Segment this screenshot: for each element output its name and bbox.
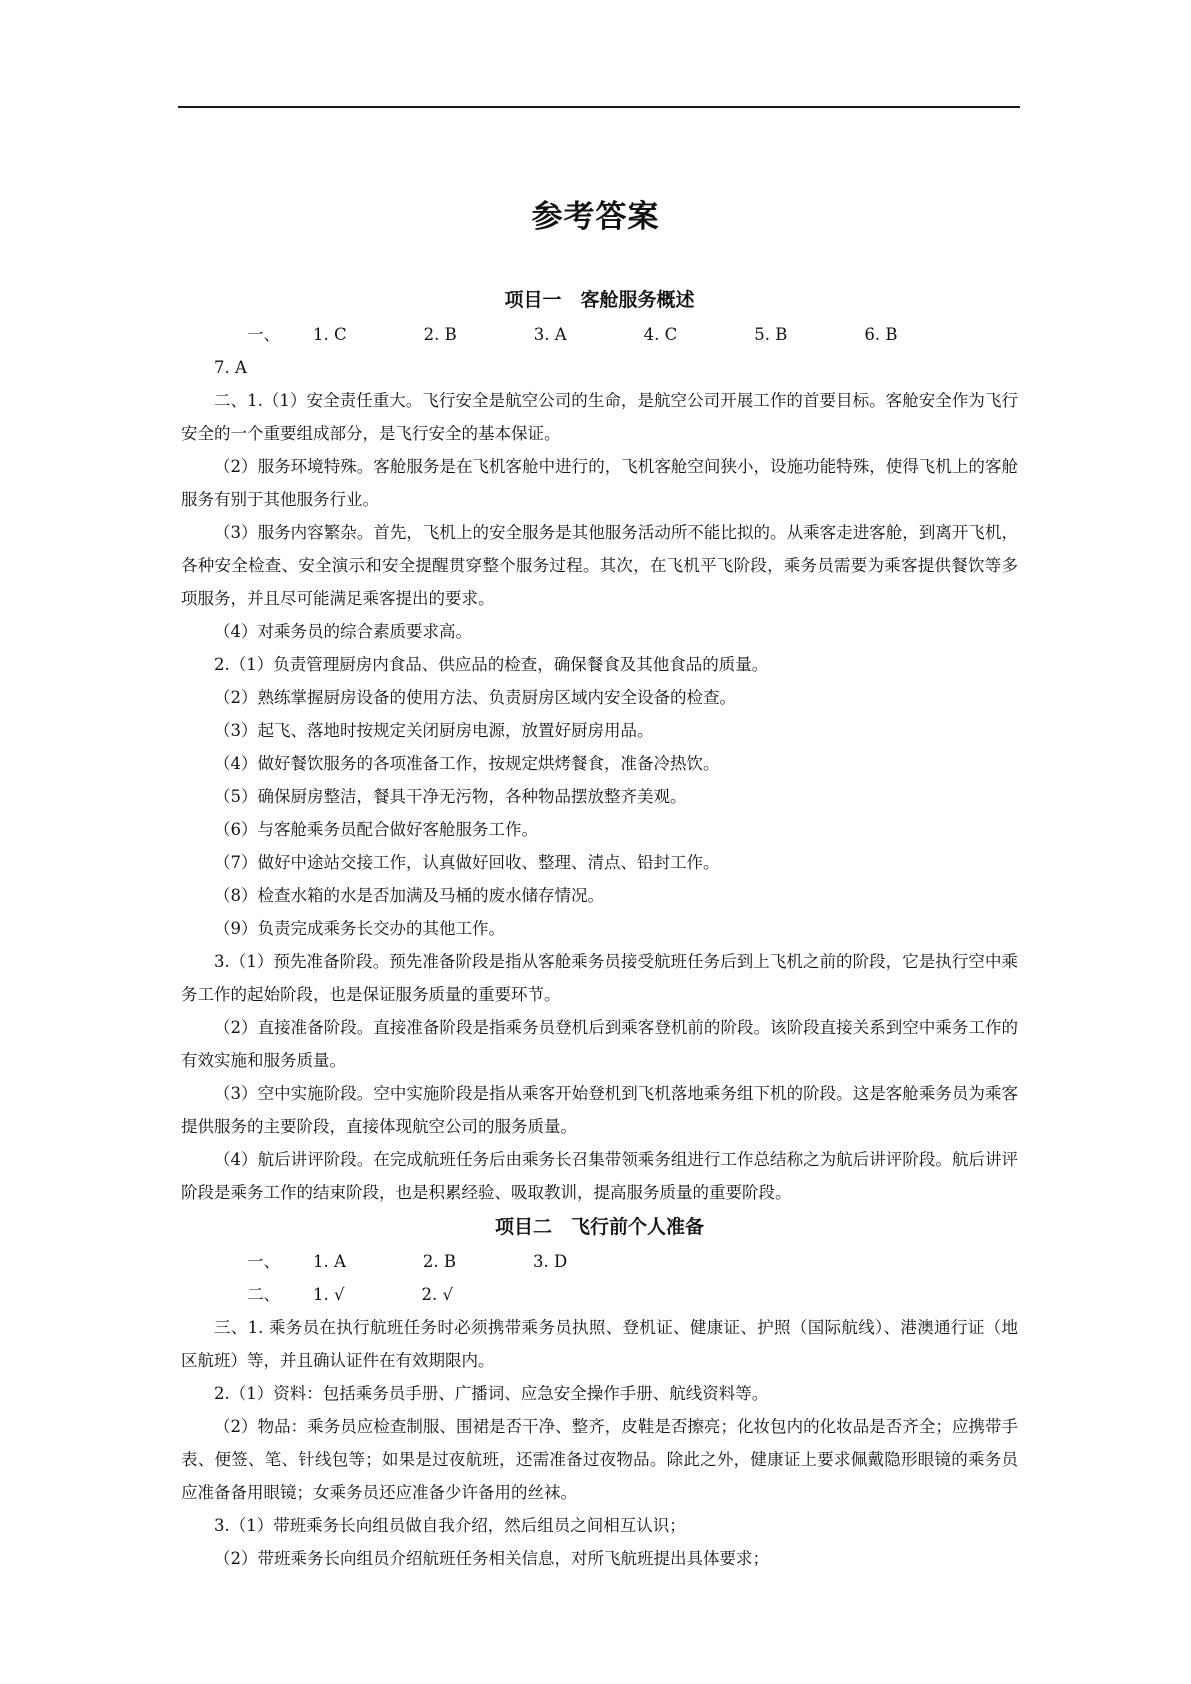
paragraph: （5）确保厨房整洁，餐具干净无污物，各种物品摆放整齐美观。 [214,787,687,806]
answer-item: 3. A [533,325,567,344]
paragraph: 二、1.（1）安全责任重大。飞行安全是航空公司的生命，是航空公司开展工作的首要目标。客舱安全作为飞行安全的一个重要组成部分，是飞行安全的基本保证。 [181,391,1018,443]
paragraph: 三、1. 乘务员在执行航班任务时必须携带乘务员执照、登机证、健康证、护照（国际航线）、港澳通行证（地区航班）等，并且确认证件在有效期限内。 [181,1318,1018,1370]
paragraph: （7）做好中途站交接工作，认真做好回收、整理、清点、铅封工作。 [214,853,720,872]
answer-item: 2. B [422,1252,457,1271]
paragraph: （3）起飞、落地时按规定关闭厨房电源，放置好厨房用品。 [214,721,654,740]
paragraph: （2）熟练掌握厨房设备的使用方法、负责厨房区域内安全设备的检查。 [214,688,736,707]
paragraph: 3.（1）预先准备阶段。预先准备阶段是指从客舱乘务员接受航班任务后到上飞机之前的阶段，它是执行空中乘务工作的起始阶段，也是保证服务质量的重要环节。 [181,952,1018,1004]
mc-answers [181,318,1018,384]
section-heading: 项目二 飞行前个人准备 [494,1216,704,1238]
answer-item: 4. C [643,325,678,344]
answer-item: 1. A [313,1252,346,1271]
answer-prefix: 一、 [247,325,280,344]
paragraph: （2）带班乘务长向组员介绍航班任务相关信息，对所飞航班提出具体要求； [214,1549,769,1568]
paragraph: （9）负责完成乘务长交办的其他工作。 [214,919,505,938]
paragraph: （2）服务环境特殊。客舱服务是在飞机客舱中进行的，飞机客舱空间狭小，设施功能特殊，使得飞机上的客舱服务有别于其他服务行业。 [181,457,1018,509]
paragraph: （4）对乘务员的综合素质要求高。 [214,622,472,641]
answer-item: 3. D [533,1252,568,1271]
paragraph: 2.（1）资料：包括乘务员手册、广播词、应急安全操作手册、航线资料等。 [214,1384,769,1403]
paragraph: （4）做好餐饮服务的各项准备工作，按规定烘烤餐食，准备冷热饮。 [214,754,720,773]
answer-prefix: 二、 [247,1285,280,1304]
answer-item: 2. B [423,325,457,344]
paragraph: （4）航后讲评阶段。在完成航班任务后由乘务长召集带领乘务组进行工作总结称之为航后讲评阶段。航后讲评阶段是乘务工作的结束阶段，也是积累经验、吸取教训，提高服务质量的重要阶段。 [181,1150,1018,1202]
answer-item: 1. C [313,325,347,344]
answer-item: 6. B [864,325,898,344]
paragraph: 3.（1）带班乘务长向组员做自我介绍，然后组员之间相互认识； [214,1516,686,1535]
paragraph: 2.（1）负责管理厨房内食品、供应品的检查，确保餐食及其他食品的质量。 [214,655,769,674]
paragraph: （6）与客舱乘务员配合做好客舱服务工作。 [214,820,538,839]
paragraph: （3）服务内容繁杂。首先，飞机上的安全服务是其他服务活动所不能比拟的。从乘客走进客舱，到离开飞机，各种安全检查、安全演示和安全提醒贯穿整个服务过程。其次，在飞机平飞阶段，乘务员需要为乘客提供餐饮等多项服务，并且尽可能满足乘客提出的要求。 [181,523,1018,608]
answer-item: 7. A [214,358,247,377]
page-title: 参考答案 [531,199,660,235]
header-rule [178,106,1020,108]
mc-answers [181,1245,1018,1278]
answer-content [181,282,1018,1575]
paragraph: （8）检查水箱的水是否加满及马桶的废水储存情况。 [214,886,604,905]
answer-prefix: 一、 [247,1252,280,1271]
paragraph: （2）物品：乘务员应检查制服、围裙是否干净、整齐，皮鞋是否擦亮；化妆包内的化妆品是否齐全；应携带手表、便签、笔、针线包等；如果是过夜航班，还需准备过夜物品。除此之外，健康证上要求佩戴隐形眼镜的乘务员应准备备用眼镜；女乘务员还应准备少许备用的丝袜。 [181,1417,1018,1502]
paragraph: （2）直接准备阶段。直接准备阶段是指乘务员登机后到乘客登机前的阶段。该阶段直接关系到空中乘务工作的有效实施和服务质量。 [181,1018,1018,1070]
paragraph: （3）空中实施阶段。空中实施阶段是指从乘客开始登机到飞机落地乘务组下机的阶段。这是客舱乘务员为乘客提供服务的主要阶段，直接体现航空公司的服务质量。 [181,1084,1018,1136]
answer-item: 5. B [754,325,788,344]
tf-answers [181,1278,1018,1311]
answer-item: 1. √ [313,1285,345,1304]
section-heading: 项目一 客舱服务概述 [504,289,695,311]
answer-item: 2. √ [421,1285,454,1304]
